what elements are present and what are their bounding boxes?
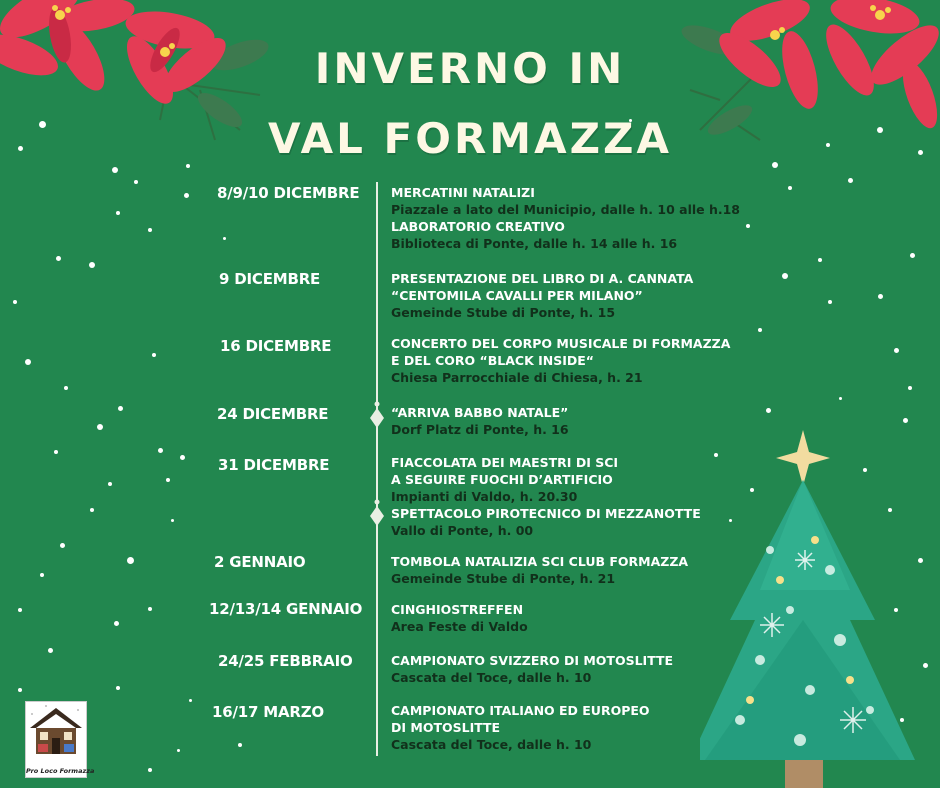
snowflake-dot-icon (97, 424, 103, 430)
event-title: A SEGUIRE FUOCHI D’ARTIFICIO (391, 472, 613, 487)
snowflake-dot-icon (746, 224, 750, 228)
event-date: 2 GENNAIO (214, 553, 306, 571)
snowflake-dot-icon (152, 353, 156, 357)
snowflake-dot-icon (758, 328, 762, 332)
timeline-divider (376, 182, 378, 756)
event-location: Impianti di Valdo, h. 20.30 (391, 489, 578, 504)
snowflake-dot-icon (18, 688, 22, 692)
snowflake-dot-icon (112, 167, 118, 173)
event-title: DI MOTOSLITTE (391, 720, 501, 735)
snowflake-dot-icon (148, 228, 152, 232)
snowflake-dot-icon (114, 621, 119, 626)
event-details (391, 652, 731, 686)
event-location: Dorf Platz di Ponte, h. 16 (391, 422, 569, 437)
snowflake-dot-icon (910, 253, 915, 258)
snowflake-dot-icon (177, 749, 180, 752)
snowflake-dot-icon (171, 519, 174, 522)
pro-loco-logo (25, 701, 95, 778)
snowflake-dot-icon (90, 508, 94, 512)
snowflake-dot-icon (48, 648, 53, 653)
event-title: TOMBOLA NATALIZIA SCI CLUB FORMAZZA (391, 554, 689, 569)
event-date: 16 DICEMBRE (220, 337, 332, 355)
snowflake-dot-icon (184, 193, 189, 198)
event-date: 24 DICEMBRE (217, 405, 329, 423)
snowflake-dot-icon (134, 180, 138, 184)
snowflake-dot-icon (148, 768, 152, 772)
snowflake-dot-icon (818, 258, 822, 262)
event-location: Chiesa Parrocchiale di Chiesa, h. 21 (391, 370, 643, 385)
snowflake-dot-icon (127, 557, 134, 564)
snowflake-dot-icon (25, 359, 31, 365)
snowflake-dot-icon (64, 386, 68, 390)
snowflake-dot-icon (839, 397, 842, 400)
event-details (391, 270, 731, 321)
snowflake-dot-icon (189, 699, 192, 702)
ornament-icon (366, 398, 388, 438)
snowflake-dot-icon (13, 300, 17, 304)
snowflake-dot-icon (878, 294, 883, 299)
snowflake-dot-icon (56, 256, 61, 261)
snowflake-dot-icon (116, 686, 120, 690)
snowflake-dot-icon (828, 300, 832, 304)
snowflake-dot-icon (89, 262, 95, 268)
event-title: CONCERTO DEL CORPO MUSICALE DI FORMAZZA (391, 336, 731, 351)
event-details (391, 184, 741, 252)
snowflake-dot-icon (180, 455, 185, 460)
snowflake-dot-icon (54, 450, 58, 454)
snowflake-dot-icon (766, 408, 771, 413)
event-location: Gemeinde Stube di Ponte, h. 15 (391, 305, 616, 320)
snowflake-dot-icon (158, 448, 163, 453)
event-title: E DEL CORO “BLACK INSIDE“ (391, 353, 595, 368)
snowflake-dot-icon (894, 348, 899, 353)
event-location: Cascata del Toce, dalle h. 10 (391, 737, 592, 752)
snowflake-dot-icon (116, 211, 120, 215)
event-date: 24/25 FEBBRAIO (218, 652, 353, 670)
event-title: LABORATORIO CREATIVO (391, 219, 565, 234)
snowflake-dot-icon (903, 418, 908, 423)
event-location: Piazzale a lato del Municipio, dalle h. 10 alle h.18 (391, 202, 741, 217)
event-title: CINGHIOSTREFFEN (391, 602, 524, 617)
event-date: 9 DICEMBRE (219, 270, 321, 288)
snowflake-dot-icon (40, 573, 44, 577)
event-location: Vallo di Ponte, h. 00 (391, 523, 534, 538)
snowflake-dot-icon (908, 386, 912, 390)
event-date: 12/13/14 GENNAIO (209, 600, 363, 618)
event-title: CAMPIONATO SVIZZERO DI MOTOSLITTE (391, 653, 674, 668)
event-title: SPETTACOLO PIROTECNICO DI MEZZANOTTE (391, 506, 701, 521)
snowflake-dot-icon (148, 607, 152, 611)
snowflake-dot-icon (118, 406, 123, 411)
event-details (391, 454, 731, 539)
event-title: “ARRIVA BABBO NATALE” (391, 405, 569, 420)
event-location: Gemeinde Stube di Ponte, h. 21 (391, 571, 616, 586)
snowflake-dot-icon (186, 164, 190, 168)
ornament-icon (366, 496, 388, 536)
event-date: 8/9/10 DICEMBRE (217, 184, 360, 202)
snowflake-dot-icon (848, 178, 853, 183)
event-date: 31 DICEMBRE (218, 456, 330, 474)
snowflake-dot-icon (223, 237, 226, 240)
logo-text: Pro Loco Formazza (26, 767, 95, 775)
event-title: “CENTOMILA CAVALLI PER MILANO” (391, 288, 643, 303)
snowflake-dot-icon (108, 482, 112, 486)
event-title: MERCATINI NATALIZI (391, 185, 535, 200)
event-title: PRESENTAZIONE DEL LIBRO DI A. CANNATA (391, 271, 694, 286)
event-details (391, 335, 731, 386)
event-date: 16/17 MARZO (212, 703, 324, 721)
chalet-logo-icon (26, 702, 86, 762)
christmas-tree-icon (700, 430, 940, 788)
event-location: Biblioteca di Ponte, dalle h. 14 alle h. 16 (391, 236, 678, 251)
event-location: Area Feste di Valdo (391, 619, 528, 634)
event-title: CAMPIONATO ITALIANO ED EUROPEO (391, 703, 650, 718)
event-details (391, 553, 731, 587)
event-details (391, 601, 731, 635)
snowflake-dot-icon (788, 186, 792, 190)
snowflake-dot-icon (166, 478, 170, 482)
snowflake-dot-icon (238, 743, 242, 747)
snowflake-dot-icon (782, 273, 788, 279)
event-title: FIACCOLATA DEI MAESTRI DI SCI (391, 455, 619, 470)
event-details (391, 702, 731, 753)
event-details (391, 404, 731, 438)
title-line-1: INVERNO IN (314, 44, 626, 93)
title-line-2: VAL FORMAZZA (268, 114, 672, 163)
snowflake-dot-icon (60, 543, 65, 548)
event-location: Cascata del Toce, dalle h. 10 (391, 670, 592, 685)
snowflake-dot-icon (18, 608, 22, 612)
